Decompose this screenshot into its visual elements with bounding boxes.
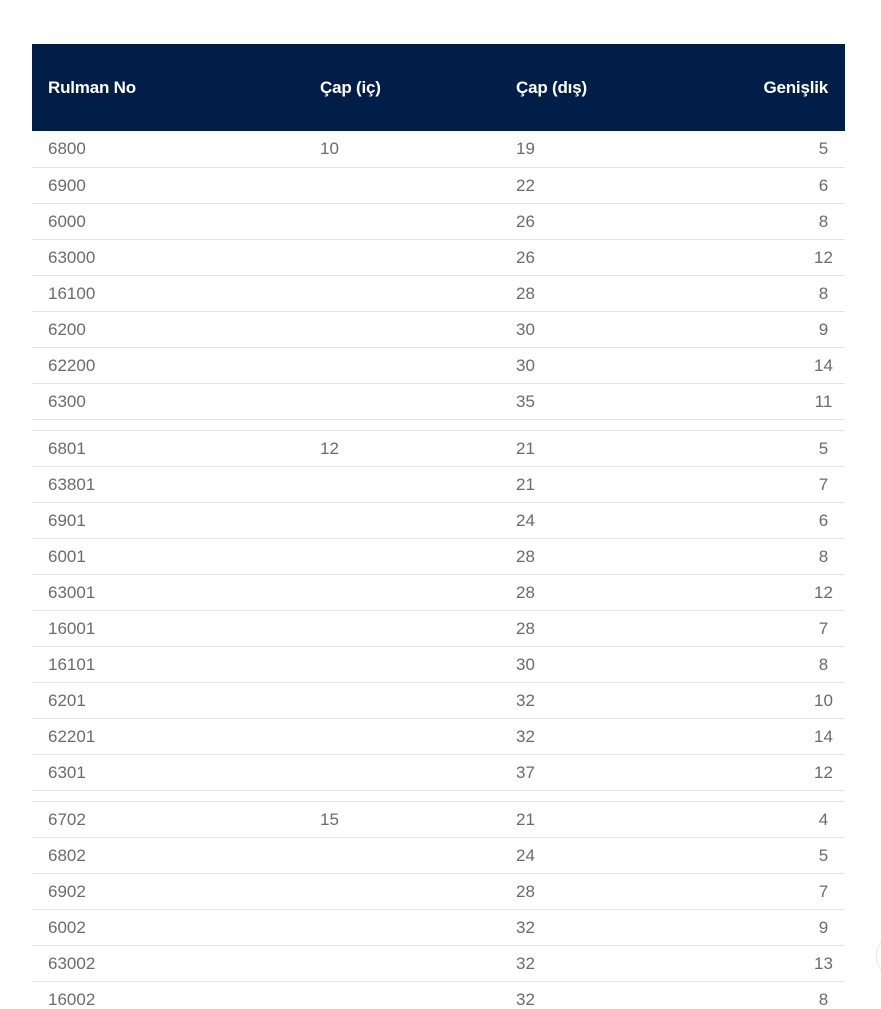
cell-outer-diameter: 35 bbox=[500, 384, 696, 420]
cell-inner-diameter bbox=[304, 168, 500, 204]
cell-outer-diameter: 30 bbox=[500, 647, 696, 683]
cell-outer-diameter: 24 bbox=[500, 838, 696, 874]
cell-inner-diameter bbox=[304, 719, 500, 755]
table-row bbox=[32, 982, 845, 1009]
table-row bbox=[32, 802, 845, 838]
cell-bearing-no: 6300 bbox=[32, 384, 304, 420]
table-row bbox=[32, 131, 845, 168]
cell-inner-diameter: 15 bbox=[304, 802, 500, 838]
cell-inner-diameter bbox=[304, 204, 500, 240]
cell-width: 14 bbox=[696, 719, 845, 755]
cell-width: 8 bbox=[696, 276, 845, 312]
cell-bearing-no: 6901 bbox=[32, 503, 304, 539]
cell-bearing-no: 63801 bbox=[32, 467, 304, 503]
header-outer-diameter: Çap (dış) bbox=[516, 77, 587, 97]
cell-inner-diameter bbox=[304, 467, 500, 503]
table-row bbox=[32, 276, 845, 312]
cell-bearing-no: 16101 bbox=[32, 647, 304, 683]
cell-outer-diameter: 28 bbox=[500, 539, 696, 575]
table-row bbox=[32, 874, 845, 910]
cell-inner-diameter bbox=[304, 276, 500, 312]
cell-inner-diameter bbox=[304, 838, 500, 874]
cell-bearing-no: 6001 bbox=[32, 539, 304, 575]
cell-bearing-no: 63001 bbox=[32, 575, 304, 611]
cell-inner-diameter bbox=[304, 348, 500, 384]
cell-width: 8 bbox=[696, 647, 845, 683]
scroll-to-top-button[interactable] bbox=[876, 933, 881, 979]
cell-inner-diameter bbox=[304, 312, 500, 348]
table-row bbox=[32, 503, 845, 539]
group-spacer bbox=[32, 791, 845, 802]
header-row bbox=[32, 44, 845, 131]
cell-outer-diameter: 21 bbox=[500, 431, 696, 467]
cell-outer-diameter: 28 bbox=[500, 874, 696, 910]
cell-outer-diameter: 21 bbox=[500, 467, 696, 503]
cell-bearing-no: 6002 bbox=[32, 910, 304, 946]
cell-outer-diameter: 32 bbox=[500, 982, 696, 1009]
table-row bbox=[32, 575, 845, 611]
cell-inner-diameter bbox=[304, 240, 500, 276]
bearing-table bbox=[32, 44, 845, 1009]
table-row bbox=[32, 431, 845, 467]
cell-width: 4 bbox=[696, 802, 845, 838]
cell-bearing-no: 6200 bbox=[32, 312, 304, 348]
table-row bbox=[32, 838, 845, 874]
header-bearing-no: Rulman No bbox=[48, 77, 136, 97]
cell-outer-diameter: 32 bbox=[500, 683, 696, 719]
cell-width: 11 bbox=[696, 384, 845, 420]
cell-bearing-no: 62200 bbox=[32, 348, 304, 384]
cell-inner-diameter bbox=[304, 946, 500, 982]
cell-bearing-no: 62201 bbox=[32, 719, 304, 755]
cell-bearing-no: 6000 bbox=[32, 204, 304, 240]
cell-inner-diameter bbox=[304, 384, 500, 420]
cell-width: 8 bbox=[696, 539, 845, 575]
cell-outer-diameter: 26 bbox=[500, 240, 696, 276]
header-inner-diameter: Çap (iç) bbox=[320, 77, 381, 97]
cell-width: 12 bbox=[696, 755, 845, 791]
cell-width: 13 bbox=[696, 946, 845, 982]
cell-outer-diameter: 28 bbox=[500, 276, 696, 312]
table-row bbox=[32, 719, 845, 755]
table-row bbox=[32, 312, 845, 348]
cell-outer-diameter: 22 bbox=[500, 168, 696, 204]
cell-bearing-no: 6802 bbox=[32, 838, 304, 874]
cell-width: 14 bbox=[696, 348, 845, 384]
cell-bearing-no: 6301 bbox=[32, 755, 304, 791]
cell-inner-diameter: 10 bbox=[304, 131, 500, 168]
cell-outer-diameter: 37 bbox=[500, 755, 696, 791]
table-row bbox=[32, 204, 845, 240]
cell-width: 6 bbox=[696, 503, 845, 539]
cell-width: 8 bbox=[696, 204, 845, 240]
cell-outer-diameter: 19 bbox=[500, 131, 696, 168]
cell-inner-diameter bbox=[304, 910, 500, 946]
table-row bbox=[32, 348, 845, 384]
cell-width: 7 bbox=[696, 874, 845, 910]
cell-inner-diameter bbox=[304, 755, 500, 791]
cell-bearing-no: 16002 bbox=[32, 982, 304, 1009]
cell-bearing-no: 16100 bbox=[32, 276, 304, 312]
cell-outer-diameter: 32 bbox=[500, 946, 696, 982]
cell-outer-diameter: 24 bbox=[500, 503, 696, 539]
cell-width: 12 bbox=[696, 240, 845, 276]
cell-width: 7 bbox=[696, 611, 845, 647]
table-row bbox=[32, 539, 845, 575]
cell-width: 5 bbox=[696, 431, 845, 467]
cell-inner-diameter bbox=[304, 539, 500, 575]
cell-width: 9 bbox=[696, 910, 845, 946]
cell-bearing-no: 6902 bbox=[32, 874, 304, 910]
cell-bearing-no: 6801 bbox=[32, 431, 304, 467]
spacer-cell bbox=[32, 420, 845, 431]
cell-width: 8 bbox=[696, 982, 845, 1009]
cell-width: 5 bbox=[696, 131, 845, 168]
cell-outer-diameter: 21 bbox=[500, 802, 696, 838]
table-body bbox=[32, 131, 845, 1009]
cell-outer-diameter: 28 bbox=[500, 575, 696, 611]
cell-inner-diameter bbox=[304, 503, 500, 539]
table-row bbox=[32, 755, 845, 791]
header-width: Genişlik bbox=[763, 77, 828, 97]
cell-outer-diameter: 26 bbox=[500, 204, 696, 240]
cell-inner-diameter bbox=[304, 683, 500, 719]
cell-outer-diameter: 28 bbox=[500, 611, 696, 647]
cell-bearing-no: 63002 bbox=[32, 946, 304, 982]
spacer-cell bbox=[32, 791, 845, 802]
cell-inner-diameter bbox=[304, 575, 500, 611]
group-spacer bbox=[32, 420, 845, 431]
cell-bearing-no: 16001 bbox=[32, 611, 304, 647]
cell-bearing-no: 6702 bbox=[32, 802, 304, 838]
cell-inner-diameter bbox=[304, 611, 500, 647]
cell-width: 12 bbox=[696, 575, 845, 611]
table-row bbox=[32, 168, 845, 204]
table-header bbox=[32, 44, 845, 131]
table-row bbox=[32, 910, 845, 946]
table-row bbox=[32, 467, 845, 503]
cell-bearing-no: 63000 bbox=[32, 240, 304, 276]
cell-width: 9 bbox=[696, 312, 845, 348]
cell-inner-diameter bbox=[304, 647, 500, 683]
cell-inner-diameter bbox=[304, 982, 500, 1009]
table-row bbox=[32, 240, 845, 276]
cell-outer-diameter: 30 bbox=[500, 312, 696, 348]
cell-bearing-no: 6800 bbox=[32, 131, 304, 168]
cell-width: 5 bbox=[696, 838, 845, 874]
cell-bearing-no: 6201 bbox=[32, 683, 304, 719]
cell-inner-diameter: 12 bbox=[304, 431, 500, 467]
table-row bbox=[32, 946, 845, 982]
table-row bbox=[32, 683, 845, 719]
table-row bbox=[32, 384, 845, 420]
table-row bbox=[32, 611, 845, 647]
cell-bearing-no: 6900 bbox=[32, 168, 304, 204]
cell-width: 6 bbox=[696, 168, 845, 204]
cell-inner-diameter bbox=[304, 874, 500, 910]
cell-outer-diameter: 32 bbox=[500, 719, 696, 755]
cell-outer-diameter: 30 bbox=[500, 348, 696, 384]
cell-width: 10 bbox=[696, 683, 845, 719]
table-row bbox=[32, 647, 845, 683]
cell-width: 7 bbox=[696, 467, 845, 503]
cell-outer-diameter: 32 bbox=[500, 910, 696, 946]
